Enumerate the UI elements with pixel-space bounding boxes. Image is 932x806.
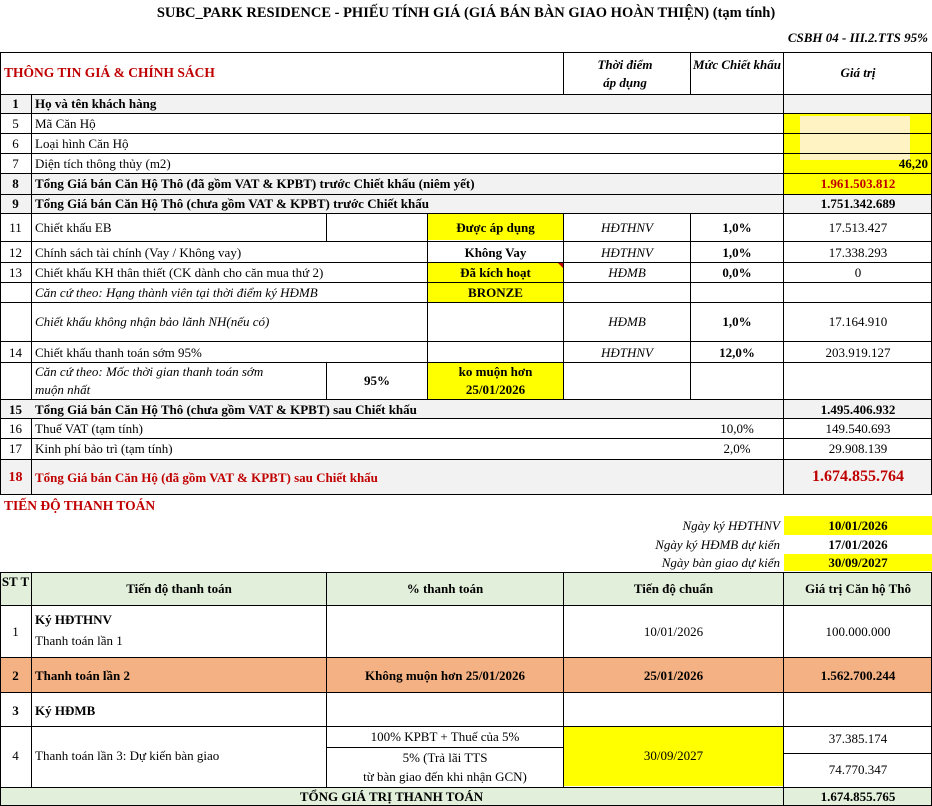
no-guarantee-discount-pct: 1,0%: [722, 314, 752, 329]
listed-price-value: 1.961.503.812: [820, 176, 896, 191]
finance-policy-pct: 1,0%: [722, 245, 752, 260]
payment-no-1: 1: [12, 624, 19, 639]
early-deadline-1: ko muộn hơn: [458, 364, 533, 379]
header-value: Giá trị Căn hộ Thô: [805, 581, 911, 596]
row-no-12: 12: [9, 245, 22, 260]
row-no-5: 5: [12, 116, 19, 131]
price-after-discount-label: Tổng Giá bán Căn Hộ Thô (chưa gồm VAT & KPBT) sau Chiết khấu: [35, 402, 417, 417]
eb-discount-time: HĐTHNV: [600, 220, 653, 235]
vat-label: Thuế VAT (tạm tính): [35, 421, 143, 436]
price-before-discount-value: 1.751.342.689: [820, 196, 896, 211]
payment-4-standard: 30/09/2027: [643, 748, 704, 763]
early-payment-discount-pct: 12,0%: [719, 345, 755, 360]
payment-1-title: Ký HĐTHNV: [35, 612, 112, 627]
loyal-discount-label: Chiết khấu KH thân thiết (CK dành cho căn mua thứ 2): [35, 265, 324, 280]
row-no-14: 14: [9, 345, 22, 360]
payment-2-label: Thanh toán lần 2: [35, 668, 131, 683]
row-no-1: 1: [12, 96, 19, 111]
payment-no-3: 3: [12, 703, 19, 718]
early-deadline-2: 25/01/2026: [465, 382, 526, 397]
col-discount-header: Mức Chiết khấu: [693, 57, 781, 72]
row-no-18: 18: [8, 470, 23, 485]
membership-tier: BRONZE: [468, 285, 523, 300]
price-after-discount-value: 1.495.406.932: [820, 402, 896, 417]
payment-4-value-b: 74.770.347: [828, 762, 888, 777]
row-no-13: 13: [9, 265, 22, 280]
payment-4-value-a: 37.385.174: [828, 731, 888, 746]
maintenance-fee-pct: 2,0%: [723, 441, 751, 456]
payment-1-sub: Thanh toán lần 1: [35, 633, 123, 648]
no-guarantee-discount-time: HĐMB: [608, 314, 646, 329]
payment-2-pct: Không muộn hơn 25/01/2026: [365, 668, 525, 683]
loyal-discount-pct: 0,0%: [722, 265, 752, 280]
loyal-discount-time: HĐMB: [608, 265, 646, 280]
row-no-17: 17: [9, 441, 22, 456]
date-label-handover: Ngày bàn giao dự kiến: [661, 555, 780, 570]
page-title: SUBC_PARK RESIDENCE - PHIẾU TÍNH GIÁ (GIÁ BÁN BÀN GIAO HOÀN THIỆN) (tạm tính): [156, 5, 776, 21]
payment-2-standard: 25/01/2026: [643, 668, 704, 683]
early-basis-label-1: Căn cứ theo: Mốc thời gian thanh toán sớm: [35, 364, 264, 379]
vat-pct: 10,0%: [720, 421, 754, 436]
final-price-label: Tổng Giá bán Căn Hộ (đã gồm VAT & KPBT) sau Chiết khấu: [35, 470, 378, 485]
early-payment-discount-value: 203.919.127: [825, 345, 891, 360]
unit-type-label: Loại hình Căn Hộ: [35, 136, 129, 151]
row-no-7: 7: [12, 156, 19, 171]
row-no-6: 6: [12, 136, 19, 151]
customer-name-label: Họ và tên khách hàng: [35, 96, 157, 111]
area-value: 46,20: [898, 156, 928, 171]
loyal-discount-value: 0: [854, 265, 862, 280]
row-no-15: 15: [9, 402, 22, 417]
section1-heading: THÔNG TIN GIÁ & CHÍNH SÁCH: [4, 65, 215, 80]
policy-code: CSBH 04 - III.2.TTS 95%: [787, 30, 928, 45]
eb-discount-label: Chiết khấu EB: [35, 220, 112, 235]
membership-basis-label: Căn cứ theo: Hạng thành viên tại thời điểm ký HĐMB: [35, 285, 318, 300]
finance-policy-value: 17.338.293: [828, 245, 888, 260]
col-value-header: Giá trị: [840, 65, 876, 80]
finance-policy-status: Không Vay: [464, 245, 527, 260]
no-guarantee-discount-label: Chiết khấu không nhận bảo lãnh NH(nếu có): [35, 314, 270, 329]
early-payment-discount-time: HĐTHNV: [600, 345, 653, 360]
no-guarantee-discount-value: 17.164.910: [828, 314, 888, 329]
date-value-handover: 30/09/2027: [828, 555, 888, 570]
row-no-9: 9: [12, 196, 19, 211]
maintenance-fee-label: Kinh phí bảo trì (tạm tính): [35, 441, 173, 456]
price-before-discount-label: Tổng Giá bán Căn Hộ Thô (chưa gồm VAT & KPBT) trước Chiết khấu: [35, 196, 429, 211]
col-time-header: Thời điểm áp dụng: [597, 57, 653, 90]
area-label: Diện tích thông thủy (m2): [35, 156, 171, 171]
maintenance-fee-value: 29.908.139: [828, 441, 888, 456]
unit-code-label: Mã Căn Hộ: [35, 116, 96, 131]
payment-4-label: Thanh toán lần 3: Dự kiến bàn giao: [35, 748, 220, 763]
payment-1-value: 100.000.000: [825, 624, 891, 639]
payment-4-pct-b1: 5% (Trả lãi TTS: [402, 750, 488, 765]
payment-4-pct-a: 100% KPBT + Thuế của 5%: [370, 729, 520, 744]
payment-2-value: 1.562.700.244: [820, 668, 896, 683]
date-label-hdmb: Ngày ký HĐMB dự kiến: [655, 537, 780, 552]
section2-heading: TIẾN ĐỘ THANH TOÁN: [4, 498, 156, 513]
eb-discount-value: 17.513.427: [828, 220, 888, 235]
payment-no-4: 4: [12, 748, 19, 763]
total-label: TỔNG GIÁ TRỊ THANH TOÁN: [299, 789, 484, 804]
date-value-hdmb: 17/01/2026: [828, 537, 888, 552]
row-no-16: 16: [9, 421, 22, 436]
early-basis-pct: 95%: [364, 373, 390, 388]
loyal-discount-status: Đã kích hoạt: [460, 265, 531, 280]
date-value-hdthnv: 10/01/2026: [828, 518, 888, 533]
total-value: 1.674.855.765: [820, 789, 896, 804]
early-basis-label-2: muộn nhất: [35, 382, 91, 397]
payment-1-standard: 10/01/2026: [643, 624, 704, 639]
listed-price-label: Tổng Giá bán Căn Hộ Thô (đã gồm VAT & KPBT) trước Chiết khấu (niêm yết): [35, 176, 475, 191]
header-progress: Tiến độ thanh toán: [126, 581, 232, 596]
header-standard: Tiến độ chuẩn: [633, 581, 714, 596]
row-no-8: 8: [12, 176, 19, 191]
early-payment-discount-label: Chiết khấu thanh toán sớm 95%: [35, 345, 202, 360]
header-stt: ST T: [1, 574, 30, 589]
finance-policy-label: Chính sách tài chính (Vay / Không vay): [35, 245, 242, 260]
payment-3-label: Ký HĐMB: [35, 703, 96, 718]
date-label-hdthnv: Ngày ký HĐTHNV: [682, 518, 780, 533]
eb-discount-status: Được áp dụng: [456, 220, 535, 235]
payment-no-2: 2: [12, 668, 19, 683]
header-pct: % thanh toán: [406, 581, 484, 596]
row-no-11: 11: [9, 220, 22, 235]
final-price-value: 1.674.855.764: [812, 468, 904, 485]
finance-policy-time: HĐTHNV: [600, 245, 653, 260]
vat-value: 149.540.693: [825, 421, 891, 436]
payment-4-pct-b2: từ bàn giao đến khi nhận GCN): [363, 769, 527, 784]
eb-discount-pct: 1,0%: [722, 220, 752, 235]
